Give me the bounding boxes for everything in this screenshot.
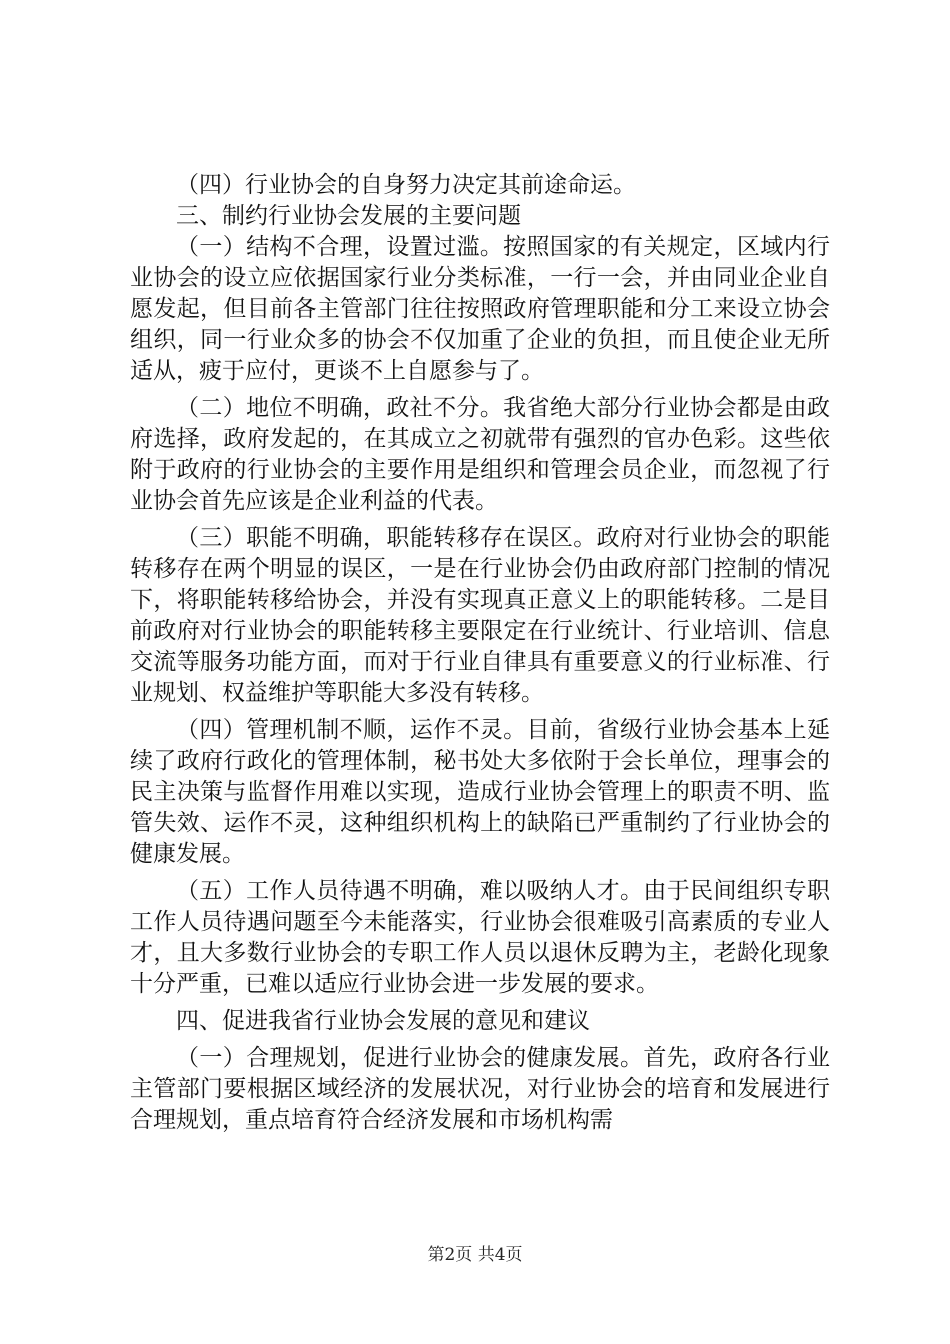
heading-section-4: 四、促进我省行业协会发展的意见和建议 [176, 1008, 590, 1034]
paragraph-planning: （一）合理规划，促进行业协会的健康发展。首先，政府各行业主管部门要根据区域经济的发展状况，对行业协会的培育和发展进行合理规划，重点培育符合经济发展和市场机构需 [130, 1045, 830, 1133]
heading-section-3: 三、制约行业协会发展的主要问题 [176, 203, 521, 229]
document-body [130, 170, 830, 1136]
paragraph-staff: （五）工作人员待遇不明确，难以吸纳人才。由于民间组织专职工作人员待遇问题至今未能落实，行业协会很难吸引高素质的专业人才，且大多数行业协会的专职工作人员以退休反聘为主，老龄化现象十分严重，已难以适应行业协会进一步发展的要求。 [130, 878, 830, 997]
paragraph-mechanism: （四）管理机制不顺，运作不灵。目前，省级行业协会基本上延续了政府行政化的管理体制，秘书处大多依附于会长单位，理事会的民主决策与监督作用难以实现，造成行业协会管理上的职责不明、监管失效、运作不灵，这种组织机构上的缺陷已严重制约了行业协会的健康发展。 [130, 717, 830, 867]
paragraph-status: （二）地位不明确，政社不分。我省绝大部分行业协会都是由政府选择，政府发起的，在其成立之初就带有强烈的官办色彩。这些依附于政府的行业协会的主要作用是组织和管理会员企业，而忽视了行业协会首先应该是企业利益的代表。 [130, 395, 830, 514]
paragraph-structure: （一）结构不合理，设置过滥。按照国家的有关规定，区域内行业协会的设立应依据国家行业分类标准，一行一会，并由同业企业自愿发起，但目前各主管部门往往按照政府管理职能和分工来设立协会组织，同一行业众多的协会不仅加重了企业的负担，而且使企业无所适从，疲于应付，更谈不上自愿参与了。 [130, 234, 830, 384]
paragraph-functions: （三）职能不明确，职能转移存在误区。政府对行业协会的职能转移存在两个明显的误区，一是在行业协会仍由政府部门控制的情况下，将职能转移给协会，并没有实现真正意义上的职能转移。二是目前政府对行业协会的职能转移主要限定在行业统计、行业培训、信息交流等服务功能方面，而对于行业自律具有重要意义的行业标准、行业规划、权益维护等职能大多没有转移。 [130, 525, 830, 706]
paragraph-section-4-effort: （四）行业协会的自身努力决定其前途命运。 [176, 172, 636, 198]
page-number-footer: 第2页 共4页 [427, 1245, 523, 1265]
